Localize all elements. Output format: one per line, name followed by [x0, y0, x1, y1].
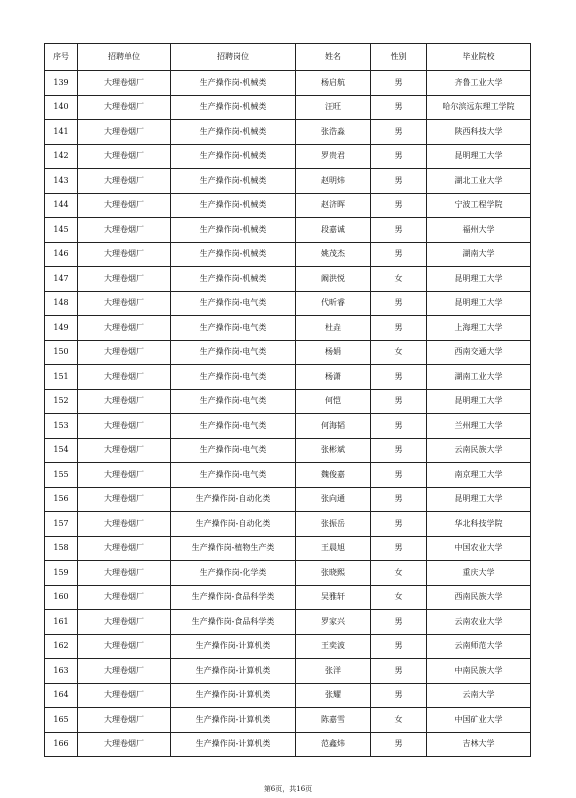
cell-name: 何恺 — [296, 389, 371, 414]
cell-position: 生产操作岗-电气类 — [171, 340, 296, 365]
cell-position: 生产操作岗-机械类 — [171, 218, 296, 243]
cell-position: 生产操作岗-电气类 — [171, 463, 296, 488]
cell-gender: 男 — [371, 291, 427, 316]
table-row — [45, 414, 531, 439]
cell-serial: 145 — [45, 218, 78, 243]
cell-unit: 大理卷烟厂 — [78, 291, 171, 316]
cell-school: 中国矿业大学 — [427, 708, 531, 733]
cell-name: 代昕睿 — [296, 291, 371, 316]
cell-school: 重庆大学 — [427, 561, 531, 586]
cell-name: 杨娟 — [296, 340, 371, 365]
cell-name: 张振岳 — [296, 512, 371, 537]
cell-serial: 148 — [45, 291, 78, 316]
cell-name: 罗贵君 — [296, 144, 371, 169]
cell-gender: 男 — [371, 95, 427, 120]
cell-gender: 女 — [371, 340, 427, 365]
table-row — [45, 610, 531, 635]
cell-gender: 男 — [371, 218, 427, 243]
header-position: 招聘岗位 — [171, 44, 296, 71]
cell-unit: 大理卷烟厂 — [78, 414, 171, 439]
cell-name: 姚茂杰 — [296, 242, 371, 267]
cell-school: 云南师范大学 — [427, 634, 531, 659]
cell-position: 生产操作岗-电气类 — [171, 365, 296, 390]
cell-gender: 男 — [371, 732, 427, 757]
cell-name: 张浩淼 — [296, 120, 371, 145]
cell-name: 张耀 — [296, 683, 371, 708]
table-row — [45, 389, 531, 414]
cell-gender: 男 — [371, 438, 427, 463]
page-number: 第6页，共16页 — [263, 785, 313, 793]
header-gender: 性别 — [371, 44, 427, 71]
table-row — [45, 340, 531, 365]
cell-gender: 女 — [371, 585, 427, 610]
cell-serial: 146 — [45, 242, 78, 267]
cell-serial: 166 — [45, 732, 78, 757]
cell-unit: 大理卷烟厂 — [78, 438, 171, 463]
cell-serial: 151 — [45, 365, 78, 390]
cell-school: 陕西科技大学 — [427, 120, 531, 145]
cell-unit: 大理卷烟厂 — [78, 242, 171, 267]
cell-school: 上海理工大学 — [427, 316, 531, 341]
cell-name: 何海韬 — [296, 414, 371, 439]
table-row — [45, 267, 531, 292]
cell-gender: 男 — [371, 634, 427, 659]
table-row — [45, 634, 531, 659]
cell-serial: 162 — [45, 634, 78, 659]
cell-name: 罗家兴 — [296, 610, 371, 635]
roster-sheet — [44, 43, 530, 757]
cell-serial: 160 — [45, 585, 78, 610]
cell-unit: 大理卷烟厂 — [78, 169, 171, 194]
cell-school: 宁波工程学院 — [427, 193, 531, 218]
cell-serial: 150 — [45, 340, 78, 365]
cell-unit: 大理卷烟厂 — [78, 71, 171, 96]
table-row — [45, 242, 531, 267]
cell-serial: 141 — [45, 120, 78, 145]
cell-gender: 男 — [371, 316, 427, 341]
cell-gender: 女 — [371, 267, 427, 292]
cell-name: 陈嘉雪 — [296, 708, 371, 733]
cell-position: 生产操作岗-计算机类 — [171, 683, 296, 708]
cell-position: 生产操作岗-机械类 — [171, 144, 296, 169]
cell-gender: 男 — [371, 610, 427, 635]
cell-serial: 152 — [45, 389, 78, 414]
header-unit: 招聘单位 — [78, 44, 171, 71]
cell-school: 西南民族大学 — [427, 585, 531, 610]
cell-position: 生产操作岗-计算机类 — [171, 708, 296, 733]
table-row — [45, 95, 531, 120]
cell-unit: 大理卷烟厂 — [78, 585, 171, 610]
cell-position: 生产操作岗-电气类 — [171, 389, 296, 414]
cell-serial: 154 — [45, 438, 78, 463]
cell-name: 张彬斌 — [296, 438, 371, 463]
cell-gender: 男 — [371, 463, 427, 488]
cell-serial: 142 — [45, 144, 78, 169]
cell-school: 昆明理工大学 — [427, 144, 531, 169]
table-row — [45, 732, 531, 757]
cell-school: 中南民族大学 — [427, 659, 531, 684]
cell-school: 南京理工大学 — [427, 463, 531, 488]
cell-gender: 男 — [371, 365, 427, 390]
cell-name: 杜垚 — [296, 316, 371, 341]
cell-school: 湖北工业大学 — [427, 169, 531, 194]
cell-school: 吉林大学 — [427, 732, 531, 757]
table-row — [45, 708, 531, 733]
table-row — [45, 463, 531, 488]
cell-school: 华北科技学院 — [427, 512, 531, 537]
cell-unit: 大理卷烟厂 — [78, 365, 171, 390]
table-row — [45, 144, 531, 169]
cell-gender: 男 — [371, 487, 427, 512]
cell-gender: 男 — [371, 193, 427, 218]
cell-unit: 大理卷烟厂 — [78, 389, 171, 414]
cell-school: 昆明理工大学 — [427, 389, 531, 414]
cell-gender: 男 — [371, 659, 427, 684]
cell-unit: 大理卷烟厂 — [78, 732, 171, 757]
cell-position: 生产操作岗-食品科学类 — [171, 610, 296, 635]
cell-serial: 156 — [45, 487, 78, 512]
cell-unit: 大理卷烟厂 — [78, 536, 171, 561]
cell-school: 湖南工业大学 — [427, 365, 531, 390]
table-row — [45, 291, 531, 316]
cell-school: 西南交通大学 — [427, 340, 531, 365]
cell-gender: 男 — [371, 144, 427, 169]
cell-gender: 女 — [371, 561, 427, 586]
table-row — [45, 193, 531, 218]
cell-serial: 149 — [45, 316, 78, 341]
cell-serial: 157 — [45, 512, 78, 537]
cell-name: 段嘉诚 — [296, 218, 371, 243]
table-header — [45, 44, 531, 71]
cell-position: 生产操作岗-食品科学类 — [171, 585, 296, 610]
cell-unit: 大理卷烟厂 — [78, 683, 171, 708]
cell-serial: 140 — [45, 95, 78, 120]
cell-position: 生产操作岗-机械类 — [171, 169, 296, 194]
cell-name: 吴雅轩 — [296, 585, 371, 610]
cell-school: 中国农业大学 — [427, 536, 531, 561]
cell-position: 生产操作岗-计算机类 — [171, 732, 296, 757]
cell-name: 杨启航 — [296, 71, 371, 96]
cell-unit: 大理卷烟厂 — [78, 340, 171, 365]
table-row — [45, 120, 531, 145]
table-row — [45, 218, 531, 243]
cell-gender: 男 — [371, 512, 427, 537]
cell-position: 生产操作岗-机械类 — [171, 120, 296, 145]
cell-unit: 大理卷烟厂 — [78, 120, 171, 145]
cell-name: 张晓熙 — [296, 561, 371, 586]
table-row — [45, 659, 531, 684]
cell-serial: 158 — [45, 536, 78, 561]
cell-position: 生产操作岗-机械类 — [171, 242, 296, 267]
table-row — [45, 316, 531, 341]
table-row — [45, 71, 531, 96]
header-serial: 序号 — [45, 44, 78, 71]
cell-unit: 大理卷烟厂 — [78, 193, 171, 218]
cell-school: 云南大学 — [427, 683, 531, 708]
cell-serial: 153 — [45, 414, 78, 439]
cell-position: 生产操作岗-植物生产类 — [171, 536, 296, 561]
cell-gender: 男 — [371, 536, 427, 561]
cell-gender: 男 — [371, 169, 427, 194]
table-row — [45, 169, 531, 194]
cell-position: 生产操作岗-自动化类 — [171, 487, 296, 512]
cell-name: 王奕波 — [296, 634, 371, 659]
cell-school: 云南民族大学 — [427, 438, 531, 463]
table-row — [45, 561, 531, 586]
cell-gender: 男 — [371, 683, 427, 708]
cell-serial: 139 — [45, 71, 78, 96]
table-row — [45, 585, 531, 610]
cell-position: 生产操作岗-机械类 — [171, 71, 296, 96]
cell-name: 魏俊嘉 — [296, 463, 371, 488]
cell-position: 生产操作岗-计算机类 — [171, 634, 296, 659]
cell-serial: 144 — [45, 193, 78, 218]
cell-serial: 161 — [45, 610, 78, 635]
cell-name: 赵济晖 — [296, 193, 371, 218]
table-row — [45, 487, 531, 512]
cell-position: 生产操作岗-电气类 — [171, 438, 296, 463]
table-row — [45, 512, 531, 537]
cell-unit: 大理卷烟厂 — [78, 512, 171, 537]
cell-unit: 大理卷烟厂 — [78, 144, 171, 169]
cell-position: 生产操作岗-电气类 — [171, 316, 296, 341]
cell-unit: 大理卷烟厂 — [78, 463, 171, 488]
cell-gender: 女 — [371, 708, 427, 733]
cell-unit: 大理卷烟厂 — [78, 95, 171, 120]
header-name: 姓名 — [296, 44, 371, 71]
cell-unit: 大理卷烟厂 — [78, 634, 171, 659]
cell-name: 王晨旭 — [296, 536, 371, 561]
cell-gender: 男 — [371, 120, 427, 145]
cell-name: 赵明炜 — [296, 169, 371, 194]
cell-position: 生产操作岗-机械类 — [171, 95, 296, 120]
cell-serial: 163 — [45, 659, 78, 684]
cell-school: 湖南大学 — [427, 242, 531, 267]
cell-school: 云南农业大学 — [427, 610, 531, 635]
table-row — [45, 438, 531, 463]
cell-gender: 男 — [371, 242, 427, 267]
table-body — [45, 71, 531, 757]
cell-name: 阚洪悦 — [296, 267, 371, 292]
cell-position: 生产操作岗-机械类 — [171, 193, 296, 218]
cell-school: 福州大学 — [427, 218, 531, 243]
table-row — [45, 536, 531, 561]
cell-position: 生产操作岗-机械类 — [171, 267, 296, 292]
cell-school: 昆明理工大学 — [427, 291, 531, 316]
cell-school: 哈尔滨远东理工学院 — [427, 95, 531, 120]
table-row — [45, 683, 531, 708]
cell-unit: 大理卷烟厂 — [78, 561, 171, 586]
cell-unit: 大理卷烟厂 — [78, 487, 171, 512]
cell-school: 昆明理工大学 — [427, 487, 531, 512]
cell-name: 张洋 — [296, 659, 371, 684]
cell-serial: 155 — [45, 463, 78, 488]
cell-unit: 大理卷烟厂 — [78, 218, 171, 243]
cell-name: 杨潇 — [296, 365, 371, 390]
header-school: 毕业院校 — [427, 44, 531, 71]
cell-position: 生产操作岗-电气类 — [171, 291, 296, 316]
cell-position: 生产操作岗-计算机类 — [171, 659, 296, 684]
cell-unit: 大理卷烟厂 — [78, 708, 171, 733]
cell-unit: 大理卷烟厂 — [78, 610, 171, 635]
cell-position: 生产操作岗-化学类 — [171, 561, 296, 586]
cell-gender: 男 — [371, 71, 427, 96]
cell-school: 昆明理工大学 — [427, 267, 531, 292]
cell-serial: 143 — [45, 169, 78, 194]
cell-name: 汪旺 — [296, 95, 371, 120]
cell-name: 张向通 — [296, 487, 371, 512]
cell-unit: 大理卷烟厂 — [78, 267, 171, 292]
recruitment-table — [44, 43, 531, 757]
cell-gender: 男 — [371, 414, 427, 439]
cell-gender: 男 — [371, 389, 427, 414]
cell-serial: 164 — [45, 683, 78, 708]
cell-school: 兰州理工大学 — [427, 414, 531, 439]
cell-unit: 大理卷烟厂 — [78, 316, 171, 341]
cell-name: 范鑫炜 — [296, 732, 371, 757]
cell-school: 齐鲁工业大学 — [427, 71, 531, 96]
header-row — [45, 44, 531, 71]
cell-unit: 大理卷烟厂 — [78, 659, 171, 684]
cell-serial: 159 — [45, 561, 78, 586]
cell-position: 生产操作岗-自动化类 — [171, 512, 296, 537]
cell-serial: 147 — [45, 267, 78, 292]
table-row — [45, 365, 531, 390]
cell-serial: 165 — [45, 708, 78, 733]
cell-position: 生产操作岗-电气类 — [171, 414, 296, 439]
